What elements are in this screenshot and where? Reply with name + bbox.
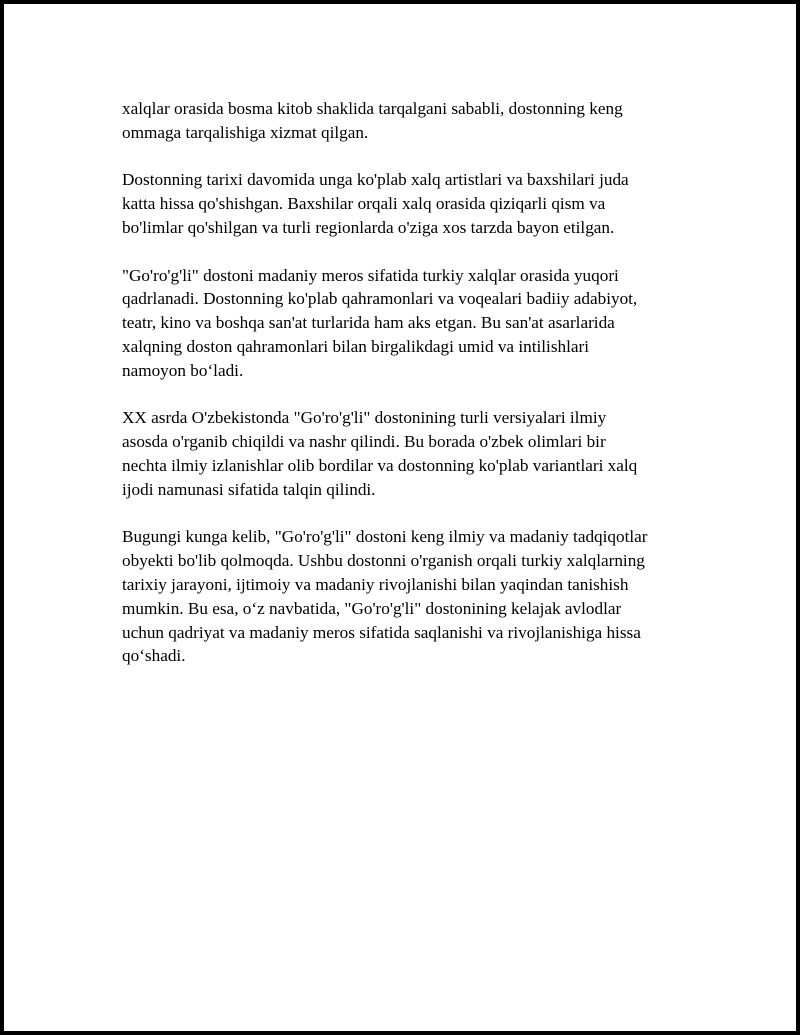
paragraph-4: XX asrda O'zbekistonda "Go'ro'g'li" dostonining turli versiyalari ilmiy asosda o'rganib chiqildi va nashr qilindi. Bu borada o'zbek olimlari bir nechta ilmiy izlanishlar olib bordilar va dostonning ko'plab variantlari xalq ijodi namunasi sifatida talqin qilindi.	[122, 408, 638, 499]
paragraph-5: Bugungi kunga kelib, "Go'ro'g'li" dostoni keng ilmiy va madaniy tadqiqotlar obyekti bo'lib qolmoqda. Ushbu dostonni o'rganish orqali turkiy xalqlarning tarixiy jarayoni, ijtimoiy va madaniy rivojlanishi bilan yaqindan tanishish mumkin. Bu esa, o‘z navbatida, "Go'ro'g'li" dostonining kelajak avlodlar uchun qadriyat va madaniy meros sifatida saqlanishi va rivojlanishiga hissa qo‘shadi.	[122, 527, 648, 666]
document-body	[122, 97, 702, 692]
paragraph-3: "Go'ro'g'li" dostoni madaniy meros sifatida turkiy xalqlar orasida yuqori qadrlanadi. Dostonning ko'plab qahramonlari va voqealari badiiy adabiyot, teatr, kino va boshqa san'at turlarida ham aks etgan. Bu san'at asarlarida xalqning doston qahramonlari bilan birgalikdagi umid va intilishlari namoyon bo‘ladi.	[122, 265, 638, 380]
paragraph-1: xalqlar orasida bosma kitob shaklida tarqalgani sababli, dostonning keng ommaga tarqalishiga xizmat qilgan.	[122, 99, 623, 142]
paragraph-2: Dostonning tarixi davomida unga ko'plab xalq artistlari va baxshilari juda katta hissa qo'shishgan. Baxshilar orqali xalq orasida qiziqarli qism va bo'limlar qo'shilgan va turli regionlarda o'ziga xos tarzda bayon etilgan.	[122, 170, 629, 237]
